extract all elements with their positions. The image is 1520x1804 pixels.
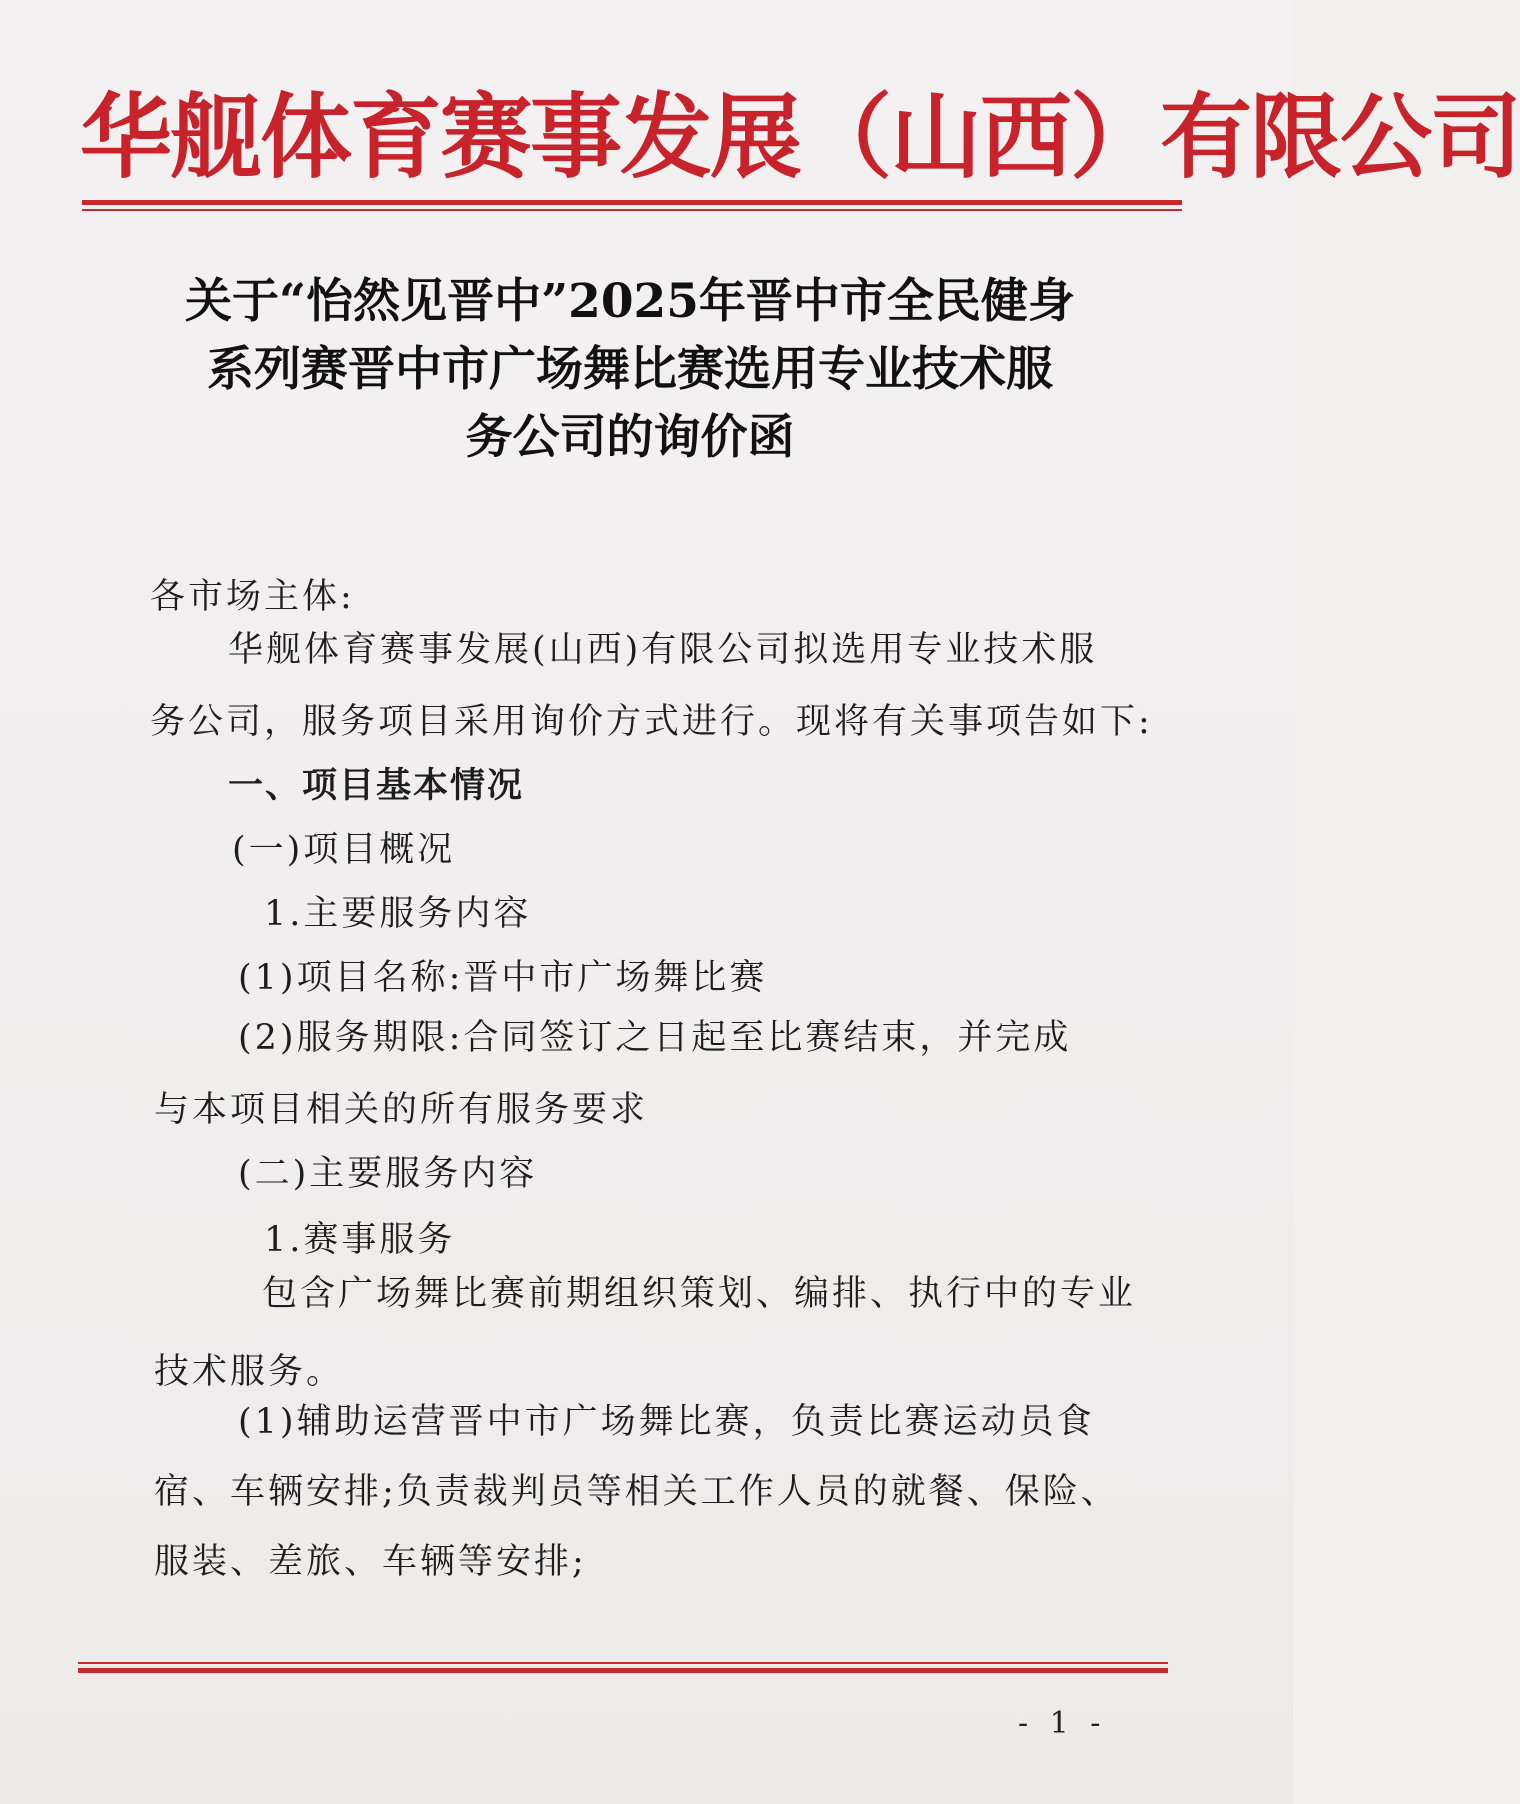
- item-paragraph-line: 包含广场舞比赛前期组织策划、编排、执行中的专业: [262, 1274, 1137, 1314]
- page-number: - 1 -: [1018, 1706, 1107, 1741]
- item-paragraph-line: (1)辅助运营晋中市广场舞比赛，负责比赛运动员食: [238, 1402, 1095, 1442]
- footer-rule-thick: [78, 1668, 1168, 1673]
- title-line: 关于“怡然见晋中”2025年晋中市全民健身: [185, 274, 1075, 329]
- intro-paragraph-line: 华舰体育赛事发展(山西)有限公司拟选用专业技术服: [228, 630, 1098, 670]
- item-paragraph: (1)项目名称:晋中市广场舞比赛: [238, 958, 768, 998]
- item-paragraph-line: 技术服务。: [154, 1352, 345, 1392]
- letterhead-rule-thick: [82, 200, 1182, 205]
- subsection-heading: (二)主要服务内容: [238, 1154, 538, 1194]
- item-heading: 1.主要服务内容: [264, 894, 532, 934]
- item-paragraph-line: 服装、差旅、车辆等安排;: [154, 1542, 587, 1582]
- document-title: [120, 268, 1140, 472]
- footer-rule-thin: [78, 1662, 1168, 1664]
- intro-paragraph-line: 务公司，服务项目采用询价方式进行。现将有关事项告如下:: [150, 702, 1153, 742]
- letterhead-company-name: 华舰体育赛事发展（山西）有限公司: [80, 84, 1520, 191]
- item-paragraph-line: 与本项目相关的所有服务要求: [154, 1090, 649, 1130]
- item-paragraph-line: (2)服务期限:合同签订之日起至比赛结束，并完成: [238, 1018, 1072, 1058]
- subsection-heading: (一)项目概况: [232, 830, 456, 870]
- item-paragraph-line: 宿、车辆安排;负责裁判员等相关工作人员的就餐、保险、: [154, 1472, 1119, 1512]
- title-line: 务公司的询价函: [465, 410, 795, 465]
- item-heading: 1.赛事服务: [264, 1220, 456, 1260]
- title-line: 系列赛晋中市广场舞比赛选用专业技术服: [207, 342, 1053, 397]
- section-heading: 一、项目基本情况: [228, 765, 525, 806]
- salutation: 各市场主体:: [150, 577, 355, 617]
- letterhead-rule-thin: [82, 209, 1182, 211]
